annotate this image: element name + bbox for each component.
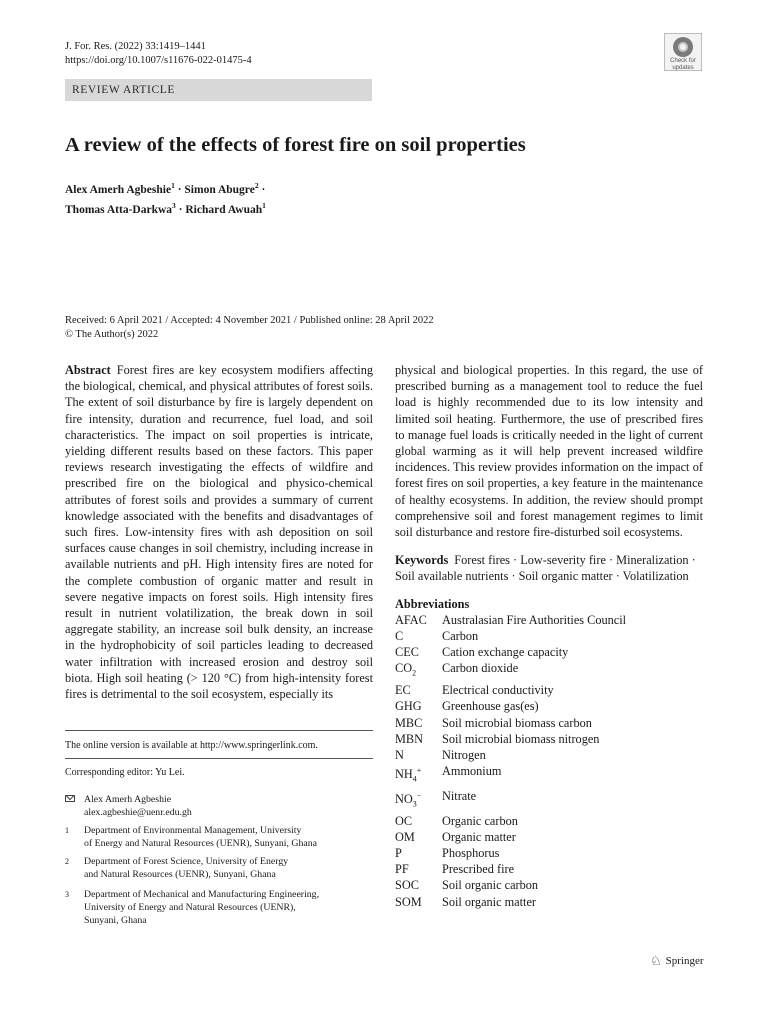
affiliation-number: 3 [65,890,69,899]
affiliation [65,855,375,881]
abbreviation-term: $NH_4^+$ [395,766,422,784]
footnote-divider [65,730,373,731]
keywords [395,552,703,584]
envelope-icon [65,795,75,802]
abbreviation-row [395,747,703,763]
abbreviation-definition: Phosphorus [442,846,500,861]
abbreviation-row [395,894,703,910]
abbreviation-row [395,715,703,731]
abbreviation-definition: Soil organic matter [442,894,537,909]
affiliation-mark: 1 [171,181,175,190]
publication-dates [65,314,705,341]
abbreviation-definition: Carbon [442,629,479,644]
abbreviation-definition: Australasian Fire Authorities Council [442,612,627,627]
abbreviation-row [395,612,703,628]
abbreviation-term: PF [395,862,409,877]
abbreviation-definition: Prescribed fire [442,862,515,877]
crossmark-line1: Check for [670,58,696,64]
journal-citation: J. For. Res. (2022) 33:1419–1441 [65,41,206,52]
author-name[interactable]: Thomas Atta‑Darkwa [65,203,173,216]
abstract-text: Forest fires are key ecosystem modifiers affecting the biological, chemical, and physical attributes of forest soils. The extent of soil disturbance by fire is largely dependent on fire intensity, duration and recurrence, fuel load, and soil characteristics. The impact on soil properties is intricate, yielding different results based on these factors. This paper reviews research investigating the effects of wildfire and prescribed fire on the biological and physico-chemical attributes of forest soils and provides a summary of current knowledge associated with the benefits and disadvantages of such fires. Low-intensity fires with ash deposition on soil surfaces cause changes in soil chemistry, including increase in available nutrients and pH. High intensity fires are noted for the complete combustion of organic matter and result in severe negative impacts on forest soils. High intensity fires result in nutrient volatilization, the break down in soil aggregate stability, an increase soil bulk density, an increase in the hydrophobicity of soil particles leading to decreased water infiltration with increased erosion and destroy soil biota. High soil heating (> 120 °C) from high-intensity forest fires is detrimental to the soil ecosystem, especially its [65,363,373,702]
abbreviation-term: $NO_3^-$ [395,790,422,809]
abbreviation-term: SOC [395,878,419,893]
abbreviation-term: GHG [395,699,422,714]
abbreviation-term: CEC [395,645,419,660]
crossmark-line2: updates [672,65,694,71]
abbreviations-heading: Abbreviations [395,596,470,611]
abbreviations-list [395,612,703,910]
abbreviation-definition: Organic carbon [442,813,518,828]
check-for-updates-badge[interactable] [664,33,702,71]
affiliation-mark: 1 [262,200,266,210]
abbreviation-row [395,644,703,660]
affiliation-number: 1 [65,826,69,835]
crossmark-icon [673,37,693,57]
abbreviation-definition: Electrical conductivity [442,683,554,698]
abstract-right [395,362,703,910]
affiliation-line: Department of Environmental Management, University [84,825,302,836]
footnote-divider [65,758,373,759]
article-type-banner [65,79,372,101]
author-name[interactable]: Simon Abugre [184,183,255,196]
abbreviation-term: OC [395,813,413,828]
affiliation-line: Department of Mechanical and Manufacturing Engineering, [84,889,320,900]
abbreviation-definition: Soil microbial biomass carbon [442,715,592,730]
abbreviation-row [395,628,703,644]
abbreviation-row [395,682,703,698]
abbreviation-definition: Soil microbial biomass nitrogen [442,731,600,746]
abstract-continued: physical and biological properties. In this regard, the use of prescribed burning as a management tool to reduce the fuel load is highly recommended due to its low intensity and limited soil heating. Furthermore, the use of prescribed fires to manage fuel loads is critically needed in the light of current global warming as it will help prevent increased wildfire incidences. This review provides information on the impact of forest fires on soil properties, a key feature in the maintenance of healthy ecosystems. In addition, the review should prompt comprehensive soil and forest management regimes to limit soil disturbance and restore fire-disturbed soil ecosystems. [395,363,703,540]
keywords-label: Keywords [395,553,449,568]
affiliation-mark: 3 [172,200,176,210]
contact-name: Alex Amerh Agbeshie [84,794,172,805]
abbreviation-row [395,788,703,813]
affiliation-mark: 2 [254,181,259,190]
abbreviation-term: N [395,747,404,762]
author-list [65,178,665,218]
abbreviation-row [395,877,703,893]
author-name[interactable]: Richard Awuah [185,203,263,216]
abbreviation-definition: Cation exchange capacity [442,645,569,660]
date-history: Received: 6 April 2021 / Accepted: 4 November 2021 / Published online: 28 April 2022 [65,315,434,326]
abbreviation-row [395,731,703,747]
abbreviation-term: AFAC [395,612,427,627]
abbreviation-row [395,763,703,788]
affiliation-line: Sunyani, Ghana [84,915,147,926]
abstract-label: Abstract [65,363,111,377]
online-version-note: The online version is available at http://www.springerlink.com. [65,740,318,751]
doi-link[interactable]: https://doi.org/10.1007/s11676-022-01475-4 [65,55,252,66]
abbreviation-definition: Nitrogen [442,747,486,762]
publisher-name: Springer [665,955,704,967]
publisher-logo [650,953,704,969]
abbreviation-row [395,829,703,845]
springer-horse-icon: ♘ [650,953,662,968]
abstract-left [65,362,373,702]
abbreviation-row [395,861,703,877]
abbreviation-term: P [395,846,402,861]
author-separator: · [175,203,186,216]
abbreviation-term: EC [395,683,411,698]
article-title: A review of the effects of forest fire on soil properties [65,134,526,156]
keywords-text: Forest fires · Low-severity fire · Mineralization · Soil available nutrients · Soil organic matter · Volatilization [395,553,696,584]
journal-meta [65,40,252,68]
abbreviation-row [395,698,703,714]
abbreviation-row [395,845,703,861]
copyright: © The Author(s) 2022 [65,328,159,340]
abbreviation-term: MBC [395,715,423,730]
affiliation-line: University of Energy and Natural Resources (UENR), [84,902,296,913]
affiliation-line: and Natural Resources (UENR), Sunyani, Ghana [84,869,276,880]
abbreviation-term: MBN [395,731,424,746]
author-name[interactable]: Alex Amerh Agbeshie [65,183,172,196]
abbreviation-term: SOM [395,894,422,909]
affiliation [65,824,375,850]
affiliation-line: Department of Forest Science, University of Energy [84,856,289,867]
affiliation-number: 2 [65,857,69,866]
abbreviation-term: C [395,629,404,644]
abbreviation-definition: Greenhouse gas(es) [442,699,539,714]
author-separator: · [258,183,266,196]
corresponding-editor: Corresponding editor: Yu Lei. [65,767,185,778]
abbreviation-definition: Nitrate [442,788,477,803]
contact-author [65,793,375,819]
abbreviation-definition: Soil organic carbon [442,878,539,893]
affiliation-line: of Energy and Natural Resources (UENR), Sunyani, Ghana [84,838,317,849]
abbreviation-term: OM [395,829,415,844]
contact-email[interactable]: alex.agbeshie@uenr.edu.gh [84,807,192,818]
abbreviation-definition: Organic matter [442,829,516,844]
abbreviation-definition: Carbon dioxide [442,661,519,676]
abbreviation-row [395,813,703,829]
article-type: REVIEW ARTICLE [72,84,175,96]
abbreviation-row [395,660,703,682]
abbreviation-term: $CO_2$ [395,661,417,678]
abbreviation-definition: Ammonium [442,764,502,779]
affiliation [65,888,375,927]
author-separator: · [174,183,185,196]
